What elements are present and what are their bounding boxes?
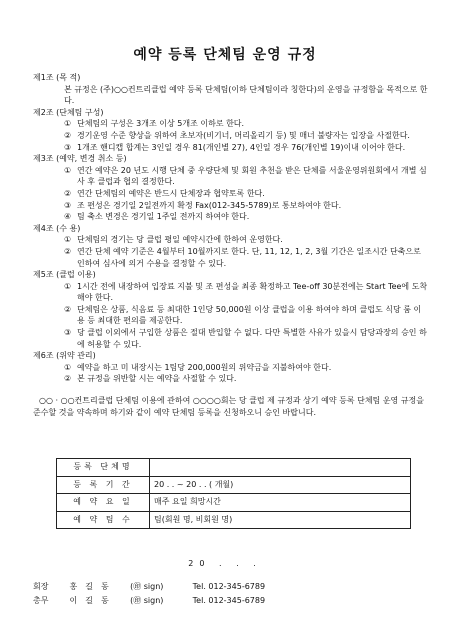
article-item (33, 304, 428, 327)
item-text: 단체팀은 상품, 식음료 등 최대한 1인당 50,000원 이상 클럽을 이용 하여야 하며 클럽도 식당 룸 이용 등 최대한 편의를 제공한다. (77, 304, 422, 326)
form-label: 등록 단체명 (57, 459, 150, 477)
item-number: ② (64, 374, 72, 384)
article-item (33, 373, 428, 385)
article-heading: 제2조 (단체팀 구성) (33, 107, 104, 117)
signature-tel: Tel. 012-345-6789 (192, 596, 266, 605)
item-text: 연간 예약은 20 년도 시행 단체 중 우량단체 및 회원 추천을 받은 단체를 서울운영위원회에서 개별 심사 후 클럽과 협의 결정한다. (77, 165, 427, 187)
item-text: 단체팀의 구성은 3개조 이상 5개조 이하로 한다. (77, 119, 245, 129)
article-item (33, 165, 428, 188)
item-text: 예약을 하고 미 내장시는 1팀당 200,000원의 위약금을 지불하여야 한다. (77, 362, 332, 372)
form-label: 예 약 요 일 (57, 494, 150, 512)
article-text: 본 규정은 (주)○○컨트리클럽 예약 등록 단체팀(이하 단체팀이라 칭한다)의 운영을 규정함을 목적으로 한다. (64, 84, 428, 106)
item-number: ② (64, 188, 72, 198)
form-value[interactable] (150, 459, 411, 477)
article (33, 107, 428, 153)
item-number: ② (64, 304, 72, 314)
article-item (33, 281, 428, 304)
article-item (33, 118, 428, 130)
item-number: ① (64, 165, 72, 175)
article-heading: 제6조 (위약 관리) (33, 351, 96, 361)
article (33, 72, 428, 107)
article-heading: 제1조 (목 적) (33, 73, 81, 82)
item-text: 팀 축소 변경은 경기일 1주일 전까지 하여야 한다. (77, 212, 250, 222)
article (33, 223, 428, 269)
article-heading: 제4조 (수 용) (33, 223, 81, 233)
article-item (33, 246, 428, 269)
article-item (33, 211, 428, 223)
application-intro: ○○ · ○○컨트리클럽 단체팀 이용에 관하여 ○○○○회는 당 클럽 제 규정과 상기 예약 등록 단체팀 운영 규정을 준수할 것을 약속하며 하기와 같이 예약 단체팀 등록을 신청하오니 승인 바랍니다. (33, 396, 425, 417)
registration-form-table (56, 458, 411, 529)
signature-line-secretary (33, 595, 265, 607)
signature-name: 이길동 (69, 596, 117, 605)
form-row (57, 459, 411, 477)
item-text: 연간 단체 예약 기준은 4월부터 10월까지로 한다. 단, 11, 12, 1, 2, 3월 기간은 일조시간 단축으로 인하여 심사에 의거 수용을 결정할 수 있다. (77, 246, 421, 268)
article (33, 153, 428, 223)
article-item (33, 142, 428, 154)
article-item (33, 200, 428, 212)
form-label: 등 록 기 간 (57, 476, 150, 494)
article (33, 350, 428, 385)
item-number: ③ (64, 142, 72, 152)
item-number: ② (64, 246, 72, 256)
signature-role: 회장 (33, 582, 49, 591)
item-text: 본 규정을 위반할 시는 예약을 사절할 수 있다. (77, 374, 237, 384)
signature-line-president (33, 581, 265, 593)
item-text: 1개조 핸디캡 합계는 3인일 경우 81(개인별 27), 4인일 경우 76(개인별 19)이내 이어야 한다. (77, 142, 406, 152)
item-number: ① (64, 281, 72, 291)
item-text: 단체팀의 경기는 당 클럽 평일 예약시간에 한하여 운영한다. (77, 235, 283, 245)
article-item (33, 327, 428, 350)
form-label: 예 약 팀 수 (57, 511, 150, 529)
form-row (57, 494, 411, 512)
item-number: ④ (64, 212, 72, 222)
signature-seal: (㊞ sign) (130, 582, 164, 591)
form-value[interactable]: 매주 요일 희망시간 (150, 494, 411, 512)
article-item (33, 234, 428, 246)
signature-tel: Tel. 012-345-6789 (192, 582, 266, 591)
signature-name: 홍길동 (69, 582, 117, 591)
signature-seal: (㊞ sign) (130, 596, 164, 605)
article-item (33, 188, 428, 200)
item-text: 당 클럽 이외에서 구입한 상품은 절대 반입할 수 없다. 다만 특별한 사유가 있을시 담당과장의 승인 하에 허용할 수 있다. (77, 328, 427, 349)
item-text: 1시간 전에 내장하여 입장료 지불 및 조 편성을 최종 확정하고 Tee-off 30분전에는 Start Tee에 도착해야 한다. (77, 281, 428, 303)
article (33, 269, 428, 350)
form-row (57, 476, 411, 494)
page-title: 예약 등록 단체팀 운영 규정 (133, 47, 317, 63)
articles-section (33, 72, 428, 418)
item-number: ③ (64, 328, 72, 338)
item-number: ① (64, 362, 72, 372)
article-heading: 제3조 (예약, 변경 취소 등) (33, 154, 127, 164)
item-text: 연간 단체팀의 예약은 반드시 단체장과 협약토록 한다. (77, 188, 265, 198)
item-text: 조 편성은 경기일 2일전까지 확정 Fax(012-345-5789)로 통보하여야 한다. (77, 200, 342, 210)
item-number: ③ (64, 200, 72, 210)
article-item (33, 362, 428, 374)
item-number: ① (64, 235, 72, 245)
date-line: 20 . . . (188, 559, 262, 568)
form-value[interactable]: 팀(회원 명, 비회원 명) (150, 511, 411, 529)
form-row (57, 511, 411, 529)
signature-role: 총무 (33, 596, 49, 605)
item-text: 경기운영 수준 향상을 위하여 초보자(비기너, 머리올리기 등) 및 매너 불량자는 입장을 사절한다. (77, 130, 410, 140)
form-value[interactable]: 20 . . ~ 20 . . ( 개월) (150, 476, 411, 494)
item-number: ① (64, 119, 72, 129)
item-number: ② (64, 130, 72, 140)
article-item (33, 130, 428, 142)
article-heading: 제5조 (클럽 이용) (33, 270, 96, 280)
